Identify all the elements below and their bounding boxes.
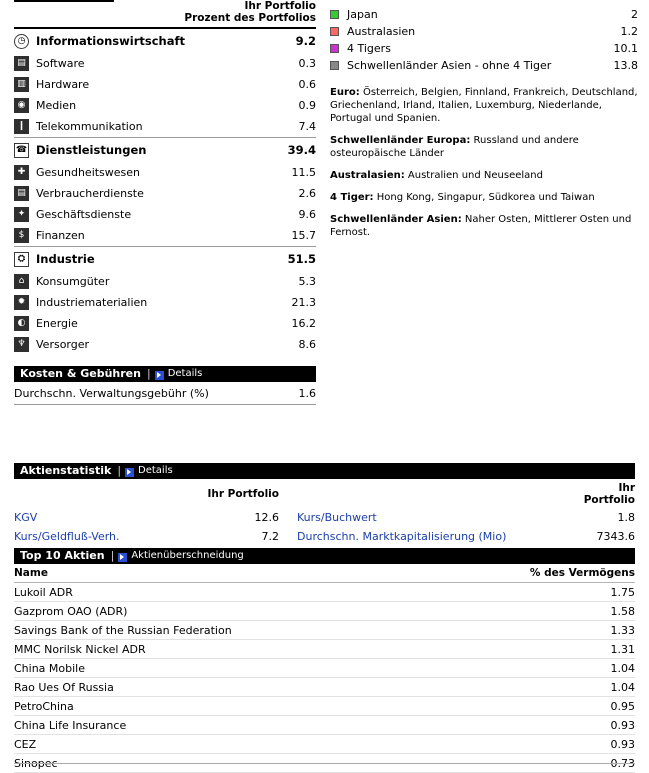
details-arrow-icon[interactable] [118,553,127,562]
sector-item-versorger [14,334,316,355]
stat-col-header-left: Ihr Portfolio [207,488,279,500]
stock-statistics-section [14,463,635,546]
holding-pct: 1.04 [433,678,635,697]
stat-label-kgv[interactable]: KGV [14,511,38,524]
costs-row-label: Durchschn. Verwaltungsgebühr (%) [14,386,209,400]
sector-header-industry [14,247,316,271]
sector-item-label: Medien [36,99,77,112]
definition-emerging-europe [330,134,638,160]
sector-item-value: 21.3 [291,296,316,309]
software-icon: ▤ [14,56,29,71]
table-row [14,621,635,640]
sector-item-label: Software [36,57,85,70]
stat-value-marktkap: 7343.6 [596,530,635,543]
definition-term: Schwellenländer Asien: [330,214,462,225]
sector-name: Informationswirtschaft [36,34,186,48]
sector-value: 51.5 [287,252,316,266]
stat-value-kgv: 12.6 [254,511,279,524]
telecom-icon: ❙ [14,119,29,134]
stock-statistics-table [14,479,635,546]
details-arrow-icon[interactable] [125,468,134,477]
sector-item-finanzen [14,225,316,246]
holding-pct: 1.75 [433,583,635,602]
top10-title: Top 10 Aktien [20,549,105,562]
stock-statistics-header-row [14,479,635,508]
costs-bottom-divider [14,404,316,405]
sector-item-label: Gesundheitswesen [36,166,141,179]
definition-term: Euro: [330,87,360,98]
legend-value: 2 [631,8,638,21]
business-services-icon: ✦ [14,207,29,222]
sector-group-industry [14,247,316,355]
sector-item-label: Versorger [36,338,90,351]
table-row [14,716,635,735]
top10-col-pct: % des Vermögens [433,564,635,583]
sector-header-information [14,29,316,53]
definition-euro [330,86,638,125]
details-arrow-icon[interactable] [155,371,164,380]
industry-icon: ⛭ [14,252,29,267]
sector-item-value: 7.4 [298,120,316,133]
region-legend-panel [330,6,638,248]
top10-section [14,548,635,773]
definition-term: Schwellenländer Europa: [330,135,471,146]
sector-item-gesundheitswesen [14,162,316,183]
sector-name: Industrie [36,252,95,266]
stat-label-kurs-geldfluss[interactable]: Kurs/Geldfluß-Verh. [14,530,120,543]
table-row [14,678,635,697]
column-header-line2: Prozent des Portfolios [184,12,316,24]
table-row [14,508,635,527]
holding-pct: 0.95 [433,697,635,716]
sector-item-value: 2.6 [298,187,316,200]
table-row [14,583,635,602]
legend-swatch-icon [330,61,339,70]
stock-statistics-title: Aktienstatistik [20,464,112,477]
media-icon: ◉ [14,98,29,113]
sector-item-value: 5.3 [298,275,316,288]
portfolio-sector-breakdown [14,0,316,405]
sector-item-software [14,53,316,74]
sector-item-value: 11.5 [291,166,316,179]
definition-term: 4 Tiger: [330,192,374,203]
table-row [14,735,635,754]
sector-item-label: Telekommunikation [36,120,143,133]
holding-name: China Mobile [14,659,433,678]
services-icon: ☎ [14,143,29,158]
definition-text: Russland und andere osteuropäische Länder [330,135,579,159]
sector-item-label: Energie [36,317,78,330]
sector-item-energie [14,313,316,334]
sector-header-services [14,138,316,162]
page-bottom-divider [14,763,635,764]
sector-item-label: Konsumgüter [36,275,110,288]
legend-value: 13.8 [613,59,638,72]
holding-pct: 1.58 [433,602,635,621]
holding-pct: 0.73 [433,754,635,773]
utilities-icon: ♆ [14,337,29,352]
health-icon: ✚ [14,165,29,180]
sector-item-label: Hardware [36,78,90,91]
definition-term: Australasien: [330,170,405,181]
definition-text: Hong Kong, Singapur, Südkorea und Taiwan [373,192,595,203]
sector-item-konsumgueter [14,271,316,292]
table-row [14,640,635,659]
clock-icon: ◷ [14,34,29,49]
legend-item-japan [330,6,638,23]
costs-row-value: 1.6 [298,386,316,400]
holding-pct: 0.93 [433,735,635,754]
industrial-materials-icon: ✹ [14,295,29,310]
sector-item-value: 0.9 [298,99,316,112]
stock-statistics-details-link[interactable]: Details [138,465,173,476]
top10-header: Top 10 Aktien | Aktienüberschneidung [14,548,635,564]
definition-text: Österreich, Belgien, Finnland, Frankreich, Deutschland, Griechenland, Irland, Italien, Luxemburg, Niederlande, Portugal und Spanien. [330,87,638,124]
legend-value: 1.2 [620,25,638,38]
costs-title: Kosten & Gebühren [20,367,141,380]
portfolio-column-header [14,0,316,26]
sector-item-value: 16.2 [291,317,316,330]
holding-pct: 0.93 [433,716,635,735]
table-row [14,602,635,621]
stat-col-header-right: Ihr Portfolio [583,482,635,506]
definition-text: Naher Osten, Mittlerer Osten und Fernost. [330,214,632,238]
sector-item-value: 0.6 [298,78,316,91]
definition-emerging-asia [330,213,638,239]
sector-item-label: Industriematerialien [36,296,148,309]
stat-value-kurs-buchwert: 1.8 [617,511,635,524]
sector-item-industriematerialien [14,292,316,313]
sector-name: Dienstleistungen [36,143,147,157]
sector-item-hardware [14,74,316,95]
table-row [14,697,635,716]
legend-item-australasien [330,23,638,40]
legend-label: 4 Tigers [347,42,391,55]
legend-label: Japan [347,8,378,21]
sector-item-value: 15.7 [291,229,316,242]
legend-swatch-icon [330,10,339,19]
sector-item-value: 9.6 [298,208,316,221]
consumer-services-icon: ▤ [14,186,29,201]
holding-name: China Life Insurance [14,716,433,735]
sector-item-geschaeftsdienste [14,204,316,225]
holding-name: CEZ [14,735,433,754]
holding-name: Lukoil ADR [14,583,433,602]
sector-item-value: 0.3 [298,57,316,70]
hardware-icon: ▥ [14,77,29,92]
sector-item-label: Finanzen [36,229,85,242]
top10-overlap-link[interactable]: Aktienüberschneidung [131,550,244,561]
sector-value: 9.2 [295,34,316,48]
holding-pct: 1.33 [433,621,635,640]
stat-label-kurs-buchwert[interactable]: Kurs/Buchwert [297,511,377,524]
holding-pct: 1.04 [433,659,635,678]
definition-australasia [330,169,638,182]
sector-group-information [14,29,316,137]
sector-item-label: Verbraucherdienste [36,187,144,200]
sector-item-medien [14,95,316,116]
holding-name: Sinopec [14,754,433,773]
sector-item-value: 8.6 [298,338,316,351]
sector-value: 39.4 [287,143,316,157]
legend-swatch-icon [330,27,339,36]
finance-icon: $ [14,228,29,243]
holding-name: Savings Bank of the Russian Federation [14,621,433,640]
legend-item-4tigers [330,40,638,57]
costs-section-header: Kosten & Gebühren | Details [14,366,316,382]
holding-name: PetroChina [14,697,433,716]
column-header-line1: Ihr Portfolio [244,0,316,12]
stat-label-marktkap[interactable]: Durchschn. Marktkapitalisierung (Mio) [297,530,507,543]
table-row [14,527,635,546]
consumer-goods-icon: ⌂ [14,274,29,289]
definition-4tiger [330,191,638,204]
holding-name: Rao Ues Of Russia [14,678,433,697]
holding-name: MMC Norilsk Nickel ADR [14,640,433,659]
costs-row [14,382,316,404]
sector-item-label: Geschäftsdienste [36,208,132,221]
legend-swatch-icon [330,44,339,53]
stat-value-kurs-geldfluss: 7.2 [261,530,279,543]
top10-col-name: Name [14,564,433,583]
top10-table [14,564,635,773]
stock-statistics-header: Aktienstatistik | Details [14,463,635,479]
legend-label: Schwellenländer Asien - ohne 4 Tiger [347,59,552,72]
costs-details-link[interactable]: Details [167,368,203,379]
holding-name: Gazprom OAO (ADR) [14,602,433,621]
sector-item-telekommunikation [14,116,316,137]
legend-value: 10.1 [613,42,638,55]
definition-text: Australien und Neuseeland [404,170,543,181]
legend-label: Australasien [347,25,416,38]
region-definitions [330,86,638,239]
sector-group-services [14,138,316,246]
table-row [14,659,635,678]
top10-header-row [14,564,635,583]
sector-item-verbraucherdienste [14,183,316,204]
legend-item-emerging-asia [330,57,638,74]
holding-pct: 1.31 [433,640,635,659]
energy-icon: ◐ [14,316,29,331]
